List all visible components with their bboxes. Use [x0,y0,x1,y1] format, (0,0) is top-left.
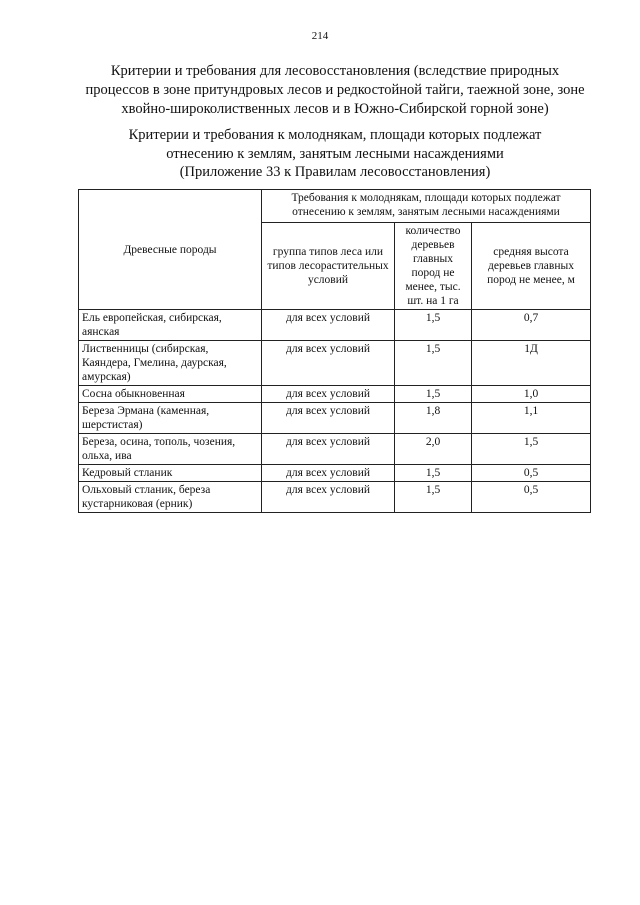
height-cell: 1Д [472,341,591,386]
header-tree-count: количество деревьев главных пород не менее, тыс. шт. на 1 га [395,223,472,310]
table-header-row [79,190,591,223]
species-cell: Ель европейская, сибирская, аянская [79,310,262,341]
conditions-cell: для всех условий [262,403,395,434]
species-cell: Сосна обыкновенная [79,386,262,403]
count-cell: 1,5 [395,310,472,341]
page-number: 214 [311,30,329,42]
count-cell: 1,5 [395,341,472,386]
caption-line: (Приложение 33 к Правилам лесовосстановления) [179,164,491,180]
height-cell: 1,1 [472,403,591,434]
header-species: Древесные породы [79,190,262,310]
species-cell: Ольховый стланик, береза кустарниковая (ерник) [79,482,262,513]
species-cell: Лиственницы (сибирская, Каяндера, Гмелина, даурская, амурская) [79,341,262,386]
conditions-cell: для всех условий [262,482,395,513]
header-requirements-group: Требования к молоднякам, площади которых подлежат отнесению к землям, занятым лесными насаждениями [262,190,591,223]
caption-line: отнесению к землям, занятым лесными насаждениями [166,145,504,162]
conditions-cell: для всех условий [262,386,395,403]
table-row [79,310,591,341]
species-cell: Кедровый стланик [79,465,262,482]
document-title: Критерии и требования для лесовосстановления (вследствие природных процессов в зоне притундровых лесов и редкостойной тайги, таежной зоне, зоне хвойно-широколиственных лесов и в Южно-Сибирской горной зоне) [85,63,585,117]
count-cell: 1,5 [395,482,472,513]
species-cell: Береза, осина, тополь, чозения, ольха, ива [79,434,262,465]
caption-line: Критерии и требования к молоднякам, площади которых подлежат [128,127,542,143]
count-cell: 2,0 [395,434,472,465]
height-cell: 1,0 [472,386,591,403]
table-row [79,386,591,403]
header-mean-height: средняя высота деревьев главных пород не менее, м [472,223,591,310]
height-cell: 0,5 [472,465,591,482]
count-cell: 1,8 [395,403,472,434]
height-cell: 0,5 [472,482,591,513]
conditions-cell: для всех условий [262,465,395,482]
count-cell: 1,5 [395,465,472,482]
height-cell: 0,7 [472,310,591,341]
table-row [79,434,591,465]
table-row [79,341,591,386]
count-cell: 1,5 [395,386,472,403]
table-row [79,403,591,434]
conditions-cell: для всех условий [262,310,395,341]
conditions-cell: для всех условий [262,341,395,386]
height-cell: 1,5 [472,434,591,465]
table-row [79,465,591,482]
species-cell: Береза Эрмана (каменная, шерстистая) [79,403,262,434]
header-forest-type-group: группа типов леса или типов лесорастительных условий [262,223,395,310]
table-caption [85,126,585,182]
conditions-cell: для всех условий [262,434,395,465]
table-row [79,482,591,513]
criteria-table [78,189,591,513]
